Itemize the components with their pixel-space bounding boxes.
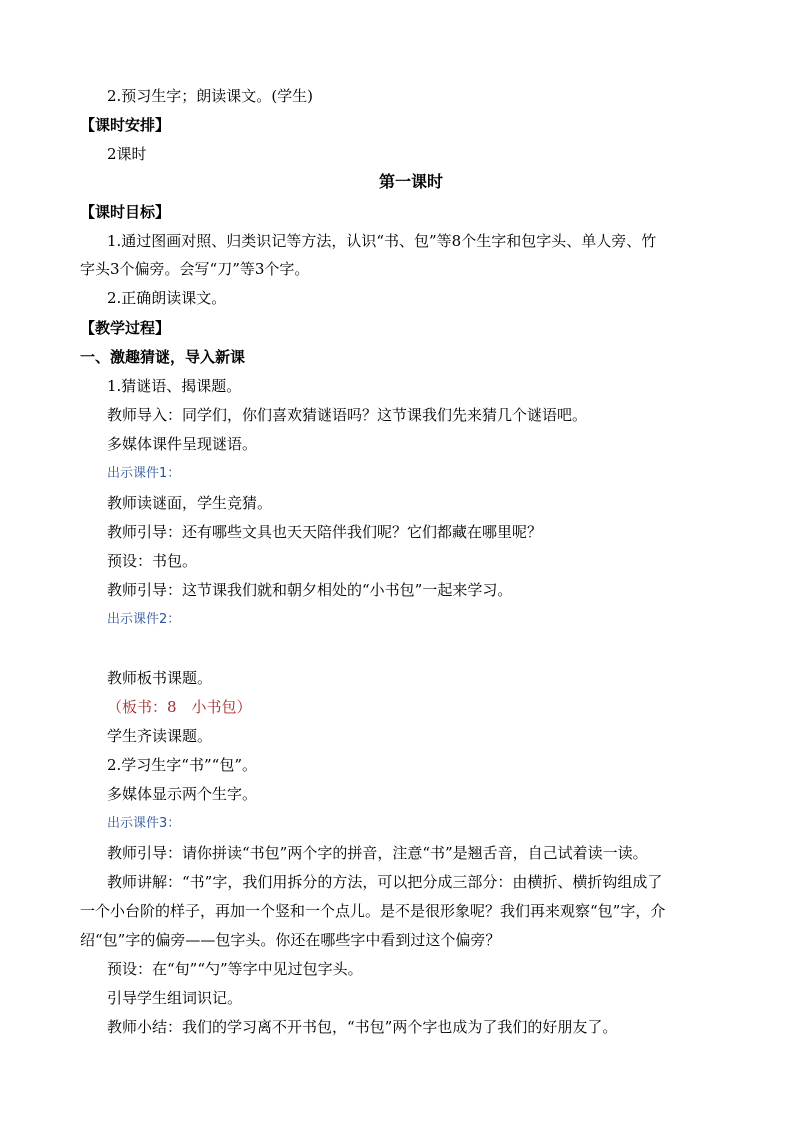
page-title: 第一课时 [379,172,444,191]
paragraph: 教师板书课题。 [107,669,213,687]
paragraph: 教师引导：这节课我们就和朝夕相处的“小书包”一起来学习。 [107,581,513,599]
slide-label-1: 出示课件1： [107,466,181,481]
goal-1: 1.通过图画对照、归类识记等方法，认识“书、包”等8个生字和包字头、单人旁、竹 [107,232,657,250]
section-heading-goals: 【课时目标】 [80,203,171,221]
step-1-title: 1.猜谜语、揭课题。 [107,377,242,395]
board-note: （板书：8 小书包） [107,698,252,716]
paragraph: 引导学生组词识记。 [107,989,243,1007]
paragraph: 多媒体课件呈现谜语。 [107,435,258,453]
paragraph-continued: 一个小台阶的样子，再加一个竖和一个点儿。是不是很形象呢？我们再来观察“包”字，介 [80,902,666,920]
paragraph: 教师导入：同学们，你们喜欢猜谜语吗？这节课我们先来猜几个谜语吧。 [107,406,588,424]
section-heading-process: 【教学过程】 [80,319,171,337]
paragraph: 教师读谜面，学生竞猜。 [107,494,273,512]
paragraph: 预设：书包。 [107,552,198,570]
slide-label-3: 出示课件3： [107,816,181,831]
schedule-text: 2课时 [107,145,147,163]
paragraph: 教师讲解：“书”字，我们用拆分的方法，可以把分成三部分：由横折、横折钩组成了 [107,873,663,891]
paragraph: 教师引导：还有哪些文具也天天陪伴我们呢？它们都藏在哪里呢？ [107,523,543,541]
slide-label-2: 出示课件2： [107,612,181,627]
paragraph-continued: 绍“包”字的偏旁——包字头。你还在哪些字中看到过这个偏旁？ [80,931,501,949]
step-2-title: 2.学习生字“书”“包”。 [107,756,257,774]
goal-2: 2.正确朗读课文。 [107,289,227,307]
paragraph: 多媒体显示两个生字。 [107,785,258,803]
subsection-heading-intro: 一、激趣猜谜，导入新课 [80,348,246,366]
preview-step: 2.预习生字；朗读课文。(学生) [107,87,314,105]
goal-1-continued: 字头3个偏旁。会写“刀”等3个字。 [80,260,310,278]
paragraph: 教师引导：请你拼读“书包”两个字的拼音，注意“书”是翘舌音，自己试着读一读。 [107,844,648,862]
section-heading-schedule: 【课时安排】 [80,116,171,134]
paragraph: 预设：在“旬”“勺”等字中见过包字头。 [107,960,363,978]
paragraph: 教师小结：我们的学习离不开书包，“书包”两个字也成为了我们的好朋友了。 [107,1018,618,1036]
paragraph: 学生齐读课题。 [107,727,213,745]
